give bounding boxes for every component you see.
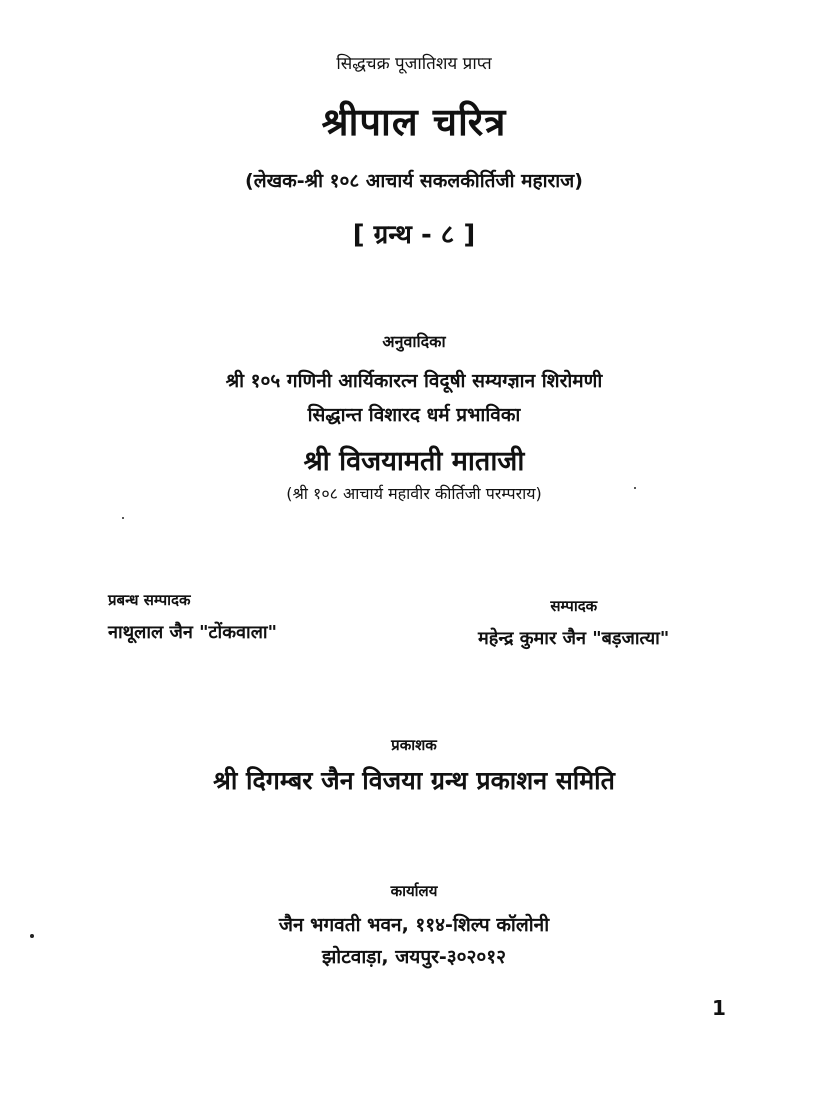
- granth-number: [ ग्रन्थ - ८ ]: [352, 220, 476, 250]
- translator-lineage: (श्री १०८ आचार्य महावीर कीर्तिजी परम्पराय): [286, 484, 542, 503]
- editor-name: महेन्द्र कुमार जैन "बड़जात्या": [478, 628, 670, 649]
- scan-speck: [634, 487, 636, 489]
- editor-label: सम्पादक: [550, 597, 598, 615]
- publisher-name: श्री दिगम्बर जैन विजया ग्रन्थ प्रकाशन समिति: [213, 766, 615, 795]
- office-label: कार्यालय: [390, 882, 438, 900]
- scan-speck: [30, 934, 34, 938]
- editor-block: [478, 596, 669, 650]
- publisher-label: प्रकाशक: [391, 736, 437, 754]
- managing-editor-label: प्रबन्ध सम्पादक: [108, 591, 191, 609]
- managing-editor-block: [108, 590, 277, 644]
- author-line: (लेखक-श्री १०८ आचार्य सकलकीर्तिजी महाराज): [245, 170, 583, 192]
- translator-name: श्री विजयामती माताजी: [303, 446, 525, 477]
- series-title: सिद्धचक्र पूजातिशय प्राप्त: [336, 54, 492, 74]
- scan-speck: [122, 517, 124, 519]
- address-line2: झोटवाड़ा, जयपुर-३०२०१२: [321, 946, 507, 968]
- translator-titles-line1: श्री १०५ गणिनी आर्यिकारत्न विदूषी सम्यग्ज्ञान शिरोमणी: [225, 370, 603, 392]
- page-mark: 1: [712, 996, 726, 1020]
- translator-label: अनुवादिका: [382, 332, 446, 351]
- managing-editor-name: नाथूलाल जैन "टोंकवाला": [108, 622, 277, 643]
- translator-titles-line2: सिद्धान्त विशारद धर्म प्रभाविका: [307, 404, 521, 426]
- address-line1: जैन भगवती भवन, ११४-शिल्प कॉलोनी: [278, 914, 550, 936]
- book-title: श्रीपाल चरित्र: [321, 100, 507, 144]
